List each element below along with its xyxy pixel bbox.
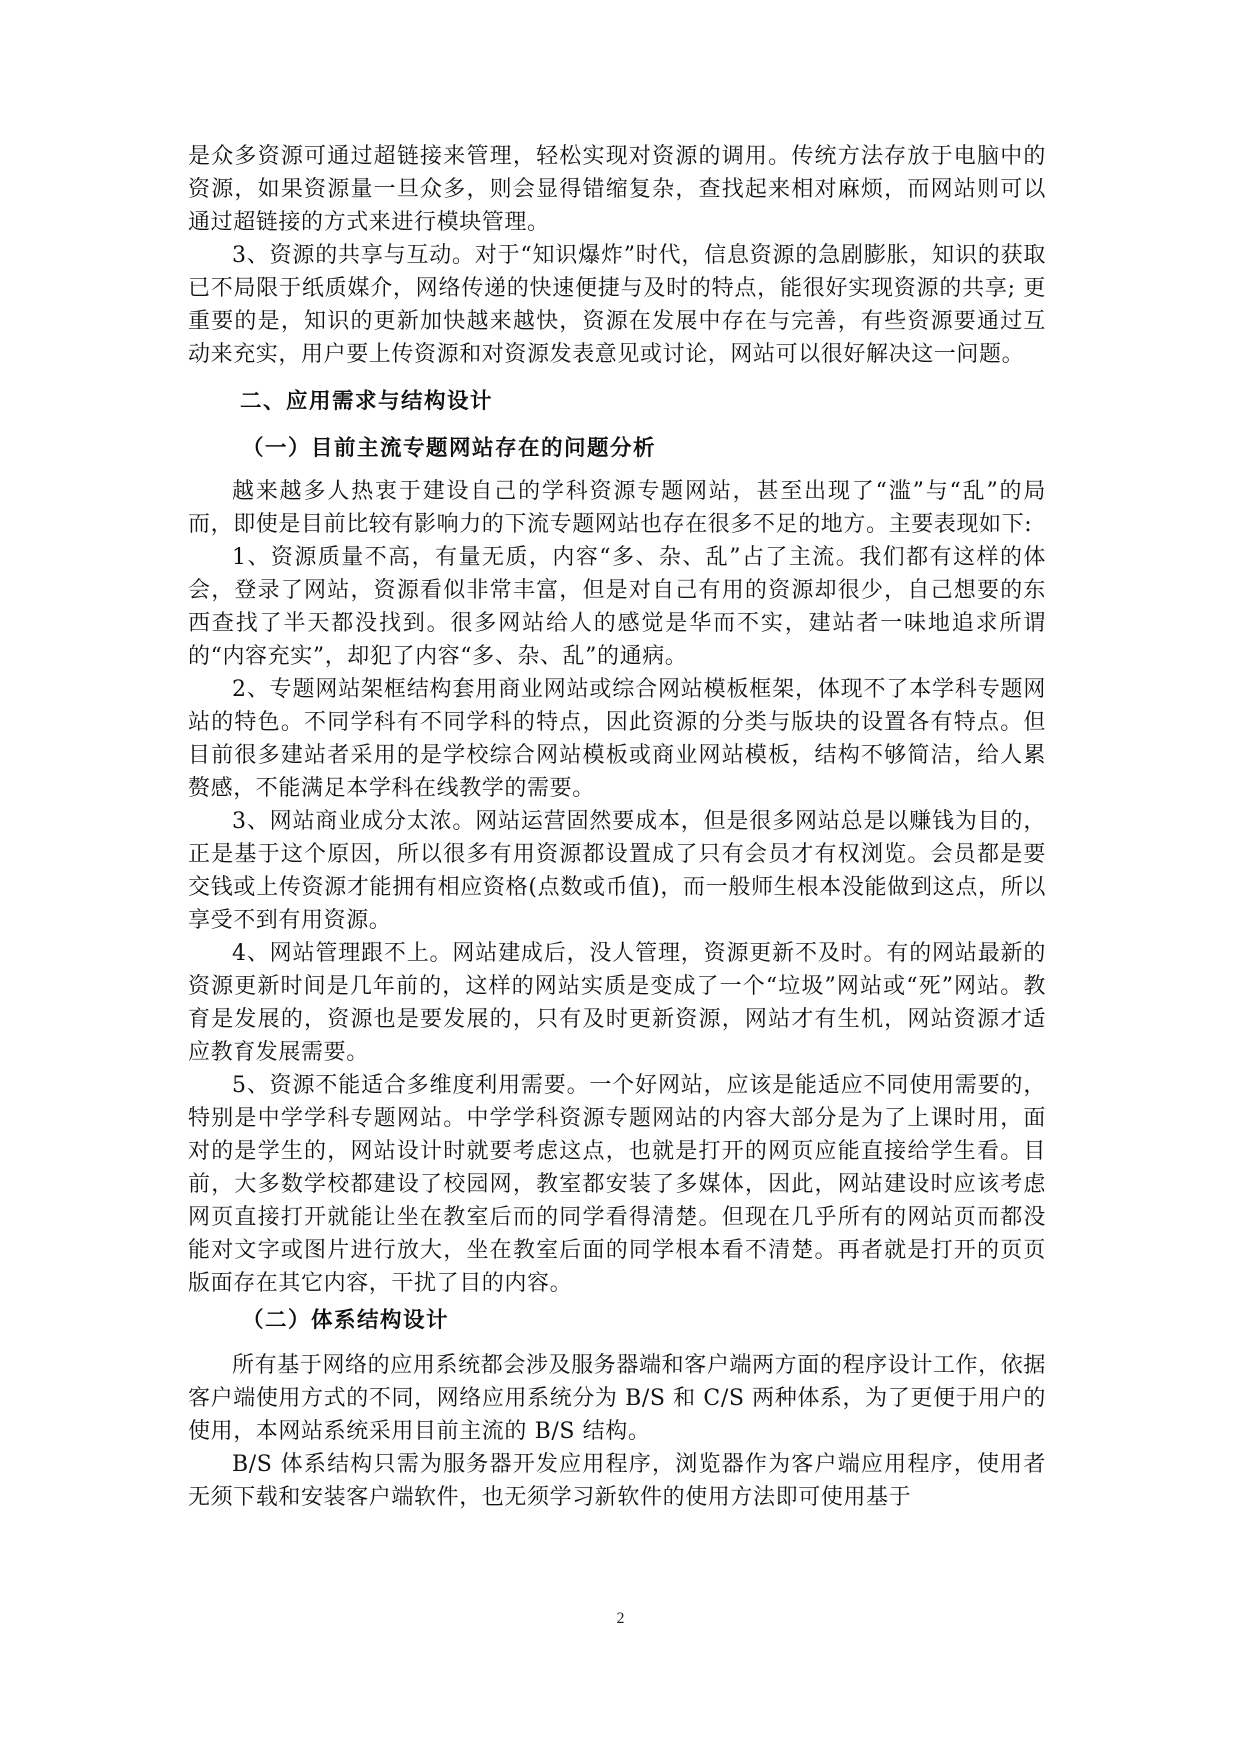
subsection-heading-problems: （一）目前主流专题网站存在的问题分析 (242, 436, 657, 461)
paragraph-continuation: 是众多资源可通过超链接来管理，轻松实现对资源的调用。传统方法存放于电脑中的资源，如果资源量一旦众多，则会显得错缩复杂，查找起来相对麻烦，而网站则可以通过超链接的方式来进行模块管理。 (188, 144, 1046, 235)
paragraph-architecture-1: 所有基于网络的应用系统都会涉及服务器端和客户端两方面的程序设计工作，依据客户端使用方式的不同，网络应用系统分为 B/S 和 C/S 两种体系，为了更便于用户的使用，本网站系统采用目前主流的 B/S 结构。 (188, 1353, 1046, 1444)
paragraph-problems-intro: 越来越多人热衷于建设自己的学科资源专题网站，甚至出现了“滥”与“乱”的局而，即使是目前比较有影响力的下流专题网站也存在很多不足的地方。主要表现如下: (188, 479, 1046, 537)
paragraph-problem-1: 1、资源质量不高，有量无质，内容“多、杂、乱”占了主流。我们都有这样的体会，登录了网站，资源看似非常丰富，但是对自己有用的资源却很少，自己想要的东西查找了半天都没找到。很多网站给人的感觉是华而不实，建站者一味地追求所谓的“内容充实”，却犯了内容“多、杂、乱”的通病。 (188, 545, 1046, 669)
paragraph-problem-4: 4、网站管理跟不上。网站建成后，没人管理，资源更新不及时。有的网站最新的资源更新时间是几年前的，这样的网站实质是变成了一个“垃圾”网站或“死”网站。教育是发展的，资源也是要发展的，只有及时更新资源，网站才有生机，网站资源才适应教育发展需要。 (188, 941, 1046, 1065)
paragraph-architecture-2: B/S 体系结构只需为服务器开发应用程序，浏览器作为客户端应用程序，使用者无须下载和安装客户端软件，也无须学习新软件的使用方法即可使用基于 (188, 1452, 1046, 1510)
subsection-heading-architecture: （二）体系结构设计 (242, 1308, 450, 1333)
document-body (188, 140, 1046, 1514)
paragraph-problem-2: 2、专题网站架框结构套用商业网站或综合网站模板框架，体现不了本学科专题网站的特色。不同学科有不同学科的特点，因此资源的分类与版块的设置各有特点。但目前很多建站者采用的是学校综合网站模板或商业网站模板，结构不够简洁，给人累赘感，不能满足本学科在线教学的需要。 (188, 677, 1046, 801)
section-heading: 二、应用需求与结构设计 (240, 389, 494, 414)
paragraph-problem-3: 3、网站商业成分太浓。网站运营固然要成本，但是很多网站总是以赚钱为目的，正是基于这个原因，所以很多有用资源都设置成了只有会员才有权浏览。会员都是要交钱或上传资源才能拥有相应资格(点数或币值)，而一般师生根本没能做到这点，所以享受不到有用资源。 (188, 809, 1046, 933)
paragraph-resource-sharing: 3、资源的共享与互动。对于“知识爆炸”时代，信息资源的急剧膨胀，知识的获取已不局限于纸质媒介，网络传递的快速便捷与及时的特点，能很好实现资源的共享; 更重要的是，知识的更新加快越来越快，资源在发展中存在与完善，有些资源要通过互动来充实，用户要上传资源和对资源发表意见或讨论，网站可以很好解决这一问题。 (188, 243, 1046, 367)
page-number: 2 (616, 1610, 625, 1627)
paragraph-problem-5: 5、资源不能适合多维度利用需要。一个好网站，应该是能适应不同使用需要的，特别是中学学科专题网站。中学学科资源专题网站的内容大部分是为了上课时用，面对的是学生的，网站设计时就要考虑这点，也就是打开的网页应能直接给学生看。目前，大多数学校都建设了校园网，教室都安装了多媒体，因此，网站建设时应该考虑网页直接打开就能让坐在教室后而的同学看得清楚。但现在几乎所有的网站页而都没能对文字或图片进行放大，坐在教室后面的同学根本看不清楚。再者就是打开的页页版面存在其它内容，干扰了目的内容。 (188, 1073, 1046, 1296)
